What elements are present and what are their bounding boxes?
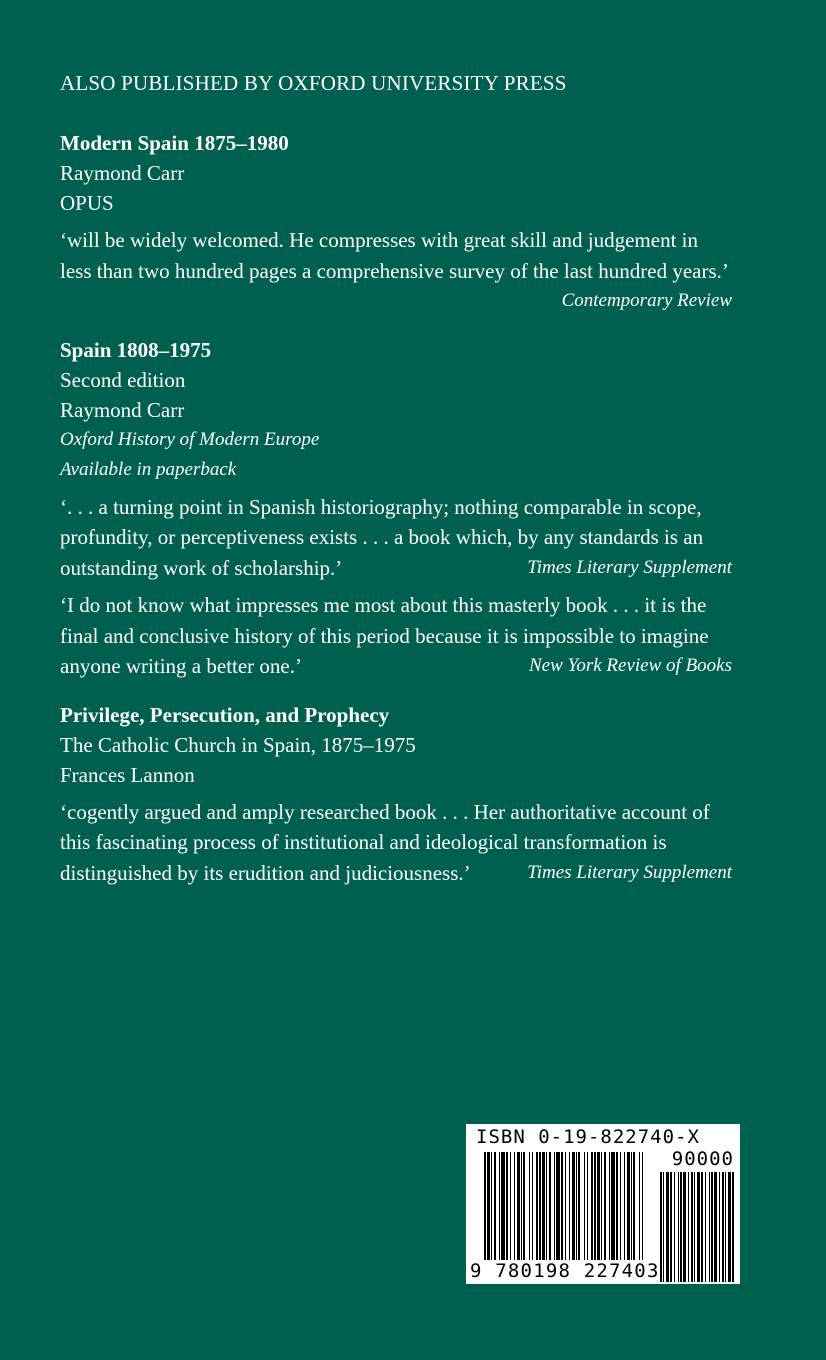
barcode-bar — [546, 1152, 547, 1260]
barcode-bar — [728, 1172, 731, 1282]
publisher-header: ALSO PUBLISHED BY OXFORD UNIVERSITY PRESS — [60, 71, 567, 95]
barcode-bar — [539, 1152, 541, 1260]
barcode-bar — [506, 1152, 508, 1260]
barcode-bar — [576, 1152, 577, 1260]
quote-text: ‘I do not know what impresses me most about this masterly book . . . it is the final and conclusive history of this period because it is impossible to imagine anyone writing a better one.’ — [60, 593, 709, 678]
barcode-bar — [523, 1152, 525, 1260]
quote-source: Contemporary Review — [561, 290, 732, 311]
barcode-bar — [521, 1152, 522, 1260]
barcode-bar — [678, 1172, 679, 1282]
barcode-bar — [714, 1172, 717, 1282]
barcode-bar — [510, 1152, 511, 1260]
barcode-bar — [549, 1152, 551, 1260]
review-quote — [60, 225, 732, 317]
barcode-bar — [591, 1152, 593, 1260]
barcode-bar — [517, 1152, 520, 1260]
book-title: Modern Spain 1875–1980 — [60, 131, 289, 155]
isbn-number: ISBN 0-19-822740-X — [476, 1126, 700, 1148]
barcode-bar — [561, 1152, 563, 1260]
barcode-bar — [587, 1152, 588, 1260]
barcode-bar — [597, 1152, 600, 1260]
barcode-bar — [639, 1152, 640, 1260]
book-list — [60, 128, 732, 888]
quote-text: ‘will be widely welcomed. He compresses with great skill and judgement in less than two hundred pages a comprehensive survey of the last hundred years.’ — [60, 228, 729, 283]
barcode-bar — [688, 1172, 689, 1282]
book-subtitle: The Catholic Church in Spain, 1875–1975 — [60, 732, 416, 757]
barcode-bar — [569, 1152, 570, 1260]
barcode-bar — [725, 1172, 726, 1282]
barcode-bar — [674, 1172, 675, 1282]
barcode-bar — [491, 1152, 492, 1260]
review-quote — [60, 590, 732, 682]
barcode-bar — [666, 1172, 669, 1282]
barcode-bar — [642, 1152, 643, 1260]
barcode-bar — [683, 1172, 686, 1282]
barcode-bar — [701, 1172, 703, 1282]
barcode-bar — [694, 1172, 695, 1282]
barcode-bar — [631, 1152, 632, 1260]
book-author: Raymond Carr — [60, 397, 185, 422]
barcode-bar — [660, 1172, 662, 1282]
barcode-bar — [670, 1172, 672, 1282]
barcode-bars-icon — [484, 1152, 644, 1260]
barcode-bar — [709, 1172, 710, 1282]
barcode-bar — [719, 1172, 720, 1282]
barcode-bar — [697, 1172, 700, 1282]
barcode-bar — [624, 1152, 625, 1260]
book-availability: Available in paperback — [60, 458, 237, 480]
barcode-bar — [501, 1152, 505, 1260]
review-quote — [60, 797, 732, 889]
ean-number: 9 780198 227403 — [470, 1260, 660, 1282]
quote-text: ‘. . . a turning point in Spanish historiography; nothing comparable in scope, profundity, or perceptiveness exists . . . a book which, by any standards is an outstanding work of scholarship.’ — [60, 494, 704, 580]
barcode-bar — [484, 1152, 486, 1260]
book-title: Privilege, Persecution, and Prophecy — [60, 702, 390, 727]
barcode-bar — [601, 1152, 602, 1260]
book-edition: Second edition — [60, 367, 186, 392]
barcode-bar — [578, 1152, 580, 1260]
barcode-bar — [663, 1172, 664, 1282]
barcode-bar — [633, 1152, 635, 1260]
book-entry — [60, 335, 732, 682]
barcode-bar — [609, 1152, 610, 1260]
barcode-bar — [532, 1152, 533, 1260]
barcode-addon-bars-icon — [660, 1172, 734, 1282]
barcode-bar — [680, 1172, 682, 1282]
barcode-bar — [705, 1172, 706, 1282]
barcode-bar — [572, 1152, 575, 1260]
barcode-bar — [565, 1152, 566, 1260]
barcode-bar — [620, 1152, 621, 1260]
book-series: OPUS — [60, 191, 114, 215]
barcode-bar — [627, 1152, 630, 1260]
back-cover-text — [60, 68, 732, 906]
barcode-bar — [529, 1152, 530, 1260]
book-author: Frances Lannon — [60, 762, 195, 787]
barcode-bar — [594, 1152, 596, 1260]
barcode-bar — [616, 1152, 618, 1260]
quote-text: ‘cogently argued and amply researched book . . . Her authoritative account of this fascinating process of institutional and ideological transformation is distinguished by its erudition and judiciousness.’ — [60, 799, 710, 885]
barcode-bar — [499, 1152, 500, 1260]
isbn-barcode — [466, 1124, 740, 1284]
quote-source: New York Review of Books — [529, 655, 732, 676]
barcode-bar — [494, 1152, 496, 1260]
book-author: Raymond Carr — [60, 161, 185, 185]
price-code: 90000 — [671, 1148, 734, 1170]
barcode-bar — [514, 1152, 515, 1260]
barcode-bar — [604, 1152, 606, 1260]
barcode-bar — [584, 1152, 585, 1260]
barcode-bar — [611, 1152, 615, 1260]
review-quote — [60, 492, 732, 584]
barcode-bar — [487, 1152, 490, 1260]
book-title: Spain 1808–1975 — [60, 337, 212, 362]
barcode-bar — [554, 1152, 555, 1260]
book-entry — [60, 128, 732, 317]
barcode-bar — [691, 1172, 693, 1282]
barcode-bar — [542, 1152, 545, 1260]
barcode-bar — [556, 1152, 560, 1260]
quote-source: Times Literary Supplement — [527, 556, 732, 578]
quote-source: Times Literary Supplement — [527, 861, 732, 883]
barcode-bar — [711, 1172, 713, 1282]
book-entry — [60, 700, 732, 889]
barcode-bar — [536, 1152, 538, 1260]
barcode-bar — [722, 1172, 724, 1282]
barcode-bar — [732, 1172, 734, 1282]
book-series: Oxford History of Modern Europe — [60, 428, 320, 450]
